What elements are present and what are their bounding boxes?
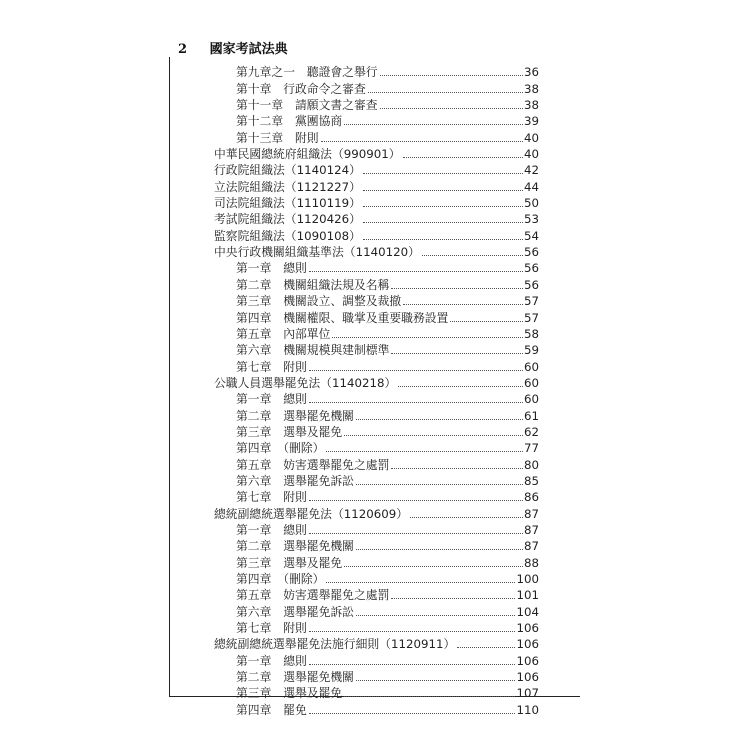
toc-entry-page: 58 xyxy=(523,326,539,341)
page-header xyxy=(178,38,288,57)
toc-chapter-entry xyxy=(214,293,539,309)
toc-entry-title: 總統副總統選舉罷免法施行細則（1120911） xyxy=(214,637,456,652)
toc-law-entry xyxy=(214,244,539,260)
toc-entry-page: 85 xyxy=(523,473,539,488)
toc-entry-title: 第七章 附則 xyxy=(236,621,307,636)
toc-dot-leader xyxy=(457,647,515,648)
toc-chapter-entry xyxy=(214,620,539,636)
toc-entry-title: 第七章 附則 xyxy=(236,490,307,505)
toc-entry-title: 第一章 總則 xyxy=(236,392,307,407)
toc-entry-page: 40 xyxy=(523,147,539,162)
toc-entry-title: 第十二章 黨團協商 xyxy=(236,114,343,129)
toc-entry-page: 60 xyxy=(523,375,539,390)
toc-entry-page: 104 xyxy=(516,604,539,619)
toc-chapter-entry xyxy=(214,358,539,374)
toc-dot-leader xyxy=(309,370,523,371)
toc-entry-page: 56 xyxy=(523,245,539,260)
toc-chapter-entry xyxy=(214,473,539,489)
toc-dot-leader xyxy=(363,239,523,240)
toc-entry-title: 第一章 總則 xyxy=(236,653,307,668)
book-title: 國家考試法典 xyxy=(209,42,288,57)
toc-law-entry xyxy=(214,195,539,211)
toc-chapter-entry xyxy=(214,326,539,342)
toc-chapter-entry xyxy=(214,587,539,603)
toc-chapter-entry xyxy=(214,554,539,570)
toc-entry-page: 88 xyxy=(523,555,539,570)
toc-entry-title: 第一章 總則 xyxy=(236,261,307,276)
toc-entry-page: 107 xyxy=(516,686,539,701)
toc-dot-leader xyxy=(363,206,523,207)
toc-entry-page: 106 xyxy=(516,637,539,652)
toc-chapter-entry xyxy=(214,276,539,292)
toc-entry-title: 公職人員選舉罷免法（1140218） xyxy=(214,375,397,390)
toc-entry-page: 60 xyxy=(523,392,539,407)
toc-law-entry xyxy=(214,636,539,652)
toc-chapter-entry xyxy=(214,538,539,554)
toc-entry-page: 59 xyxy=(523,343,539,358)
toc-dot-leader xyxy=(398,386,523,387)
toc-entry-title: 第二章 選舉罷免機關 xyxy=(236,408,354,423)
toc-law-entry xyxy=(214,146,539,162)
toc-entry-title: 第二章 選舉罷免機關 xyxy=(236,539,354,554)
toc-entry-title: 第六章 機關規模與建制標準 xyxy=(236,343,390,358)
toc-dot-leader xyxy=(391,598,515,599)
toc-entry-page: 39 xyxy=(523,114,539,129)
toc-entry-page: 61 xyxy=(523,408,539,423)
toc-entry-page: 40 xyxy=(523,130,539,145)
toc-dot-leader xyxy=(450,321,523,322)
toc-chapter-entry xyxy=(214,424,539,440)
toc-entry-title: 第七章 附則 xyxy=(236,359,307,374)
toc-dot-leader xyxy=(309,664,516,665)
toc-entry-title: 第九章之一 聽證會之舉行 xyxy=(236,65,378,80)
toc-law-entry xyxy=(214,162,539,178)
toc-entry-page: 87 xyxy=(523,539,539,554)
toc-dot-leader xyxy=(332,337,523,338)
toc-entry-title: 第一章 總則 xyxy=(236,522,307,537)
toc-entry-page: 77 xyxy=(523,441,539,456)
toc-entry-page: 54 xyxy=(523,228,539,243)
toc-entry-title: 中華民國總統府組織法（990901） xyxy=(214,147,401,162)
toc-chapter-entry xyxy=(214,652,539,668)
toc-chapter-entry xyxy=(214,129,539,145)
left-border-line xyxy=(169,57,170,697)
toc-dot-leader xyxy=(363,222,523,223)
toc-entry-page: 38 xyxy=(523,98,539,113)
toc-chapter-entry xyxy=(214,342,539,358)
toc-chapter-entry xyxy=(214,685,539,701)
toc-law-entry xyxy=(214,505,539,521)
toc-dot-leader xyxy=(309,713,516,714)
toc-dot-leader xyxy=(309,533,523,534)
toc-entry-title: 行政院組織法（1140124） xyxy=(214,163,361,178)
toc-dot-leader xyxy=(368,92,523,93)
toc-dot-leader xyxy=(391,288,523,289)
toc-dot-leader xyxy=(344,566,523,567)
toc-dot-leader xyxy=(309,271,523,272)
toc-entry-page: 106 xyxy=(516,653,539,668)
toc-dot-leader xyxy=(356,484,523,485)
toc-entry-page: 106 xyxy=(516,670,539,685)
toc-entry-page: 62 xyxy=(523,424,539,439)
toc-law-entry xyxy=(214,178,539,194)
toc-dot-leader xyxy=(363,173,523,174)
toc-dot-leader xyxy=(326,582,515,583)
toc-entry-title: 司法院組織法（1110119） xyxy=(214,196,361,211)
toc-entry-title: 第四章 （刪除） xyxy=(236,441,325,456)
toc-entry-page: 60 xyxy=(523,359,539,374)
toc-dot-leader xyxy=(356,680,515,681)
toc-chapter-entry xyxy=(214,522,539,538)
toc-entry-title: 第三章 選舉及罷免 xyxy=(236,686,343,701)
toc-chapter-entry xyxy=(214,309,539,325)
toc-entry-page: 80 xyxy=(523,457,539,472)
toc-entry-title: 考試院組織法（1120426） xyxy=(214,212,361,227)
page-number: 2 xyxy=(178,42,188,57)
toc-chapter-entry xyxy=(214,113,539,129)
toc-dot-leader xyxy=(356,419,523,420)
toc-law-entry xyxy=(214,375,539,391)
toc-entry-title: 第二章 機關組織法規及名稱 xyxy=(236,277,390,292)
toc-entry-page: 87 xyxy=(523,522,539,537)
toc-entry-page: 110 xyxy=(516,702,539,717)
toc-chapter-entry xyxy=(214,603,539,619)
toc-dot-leader xyxy=(344,124,523,125)
toc-entry-title: 總統副總統選舉罷免法（1120609） xyxy=(214,506,409,521)
toc-dot-leader xyxy=(309,500,523,501)
toc-entry-title: 第六章 選舉罷免訴訟 xyxy=(236,604,354,619)
toc-entry-title: 第四章 罷免 xyxy=(236,702,307,717)
toc-dot-leader xyxy=(356,549,523,550)
toc-dot-leader xyxy=(363,190,523,191)
toc-entry-title: 立法院組織法（1121227） xyxy=(214,179,361,194)
toc-chapter-entry xyxy=(214,456,539,472)
toc-entry-title: 第十一章 請願文書之審查 xyxy=(236,98,378,113)
toc-entry-title: 第十章 行政命令之審查 xyxy=(236,81,366,96)
toc-entry-page: 38 xyxy=(523,81,539,96)
toc-dot-leader xyxy=(326,451,523,452)
toc-chapter-entry xyxy=(214,391,539,407)
toc-entry-page: 101 xyxy=(516,588,539,603)
toc-dot-leader xyxy=(391,353,523,354)
toc-chapter-entry xyxy=(214,97,539,113)
toc-entry-page: 56 xyxy=(523,261,539,276)
toc-entry-title: 第四章 （刪除） xyxy=(236,572,325,586)
toc-dot-leader xyxy=(380,108,523,109)
toc-chapter-entry xyxy=(214,64,539,80)
toc-dot-leader xyxy=(321,141,523,142)
toc-entry-title: 第五章 妨害選舉罷免之處罰 xyxy=(236,588,390,603)
toc-entry-page: 100 xyxy=(516,572,539,586)
toc-chapter-entry xyxy=(214,701,539,717)
toc-entry-page: 57 xyxy=(523,294,539,309)
toc-entry-title: 第十三章 附則 xyxy=(236,130,319,145)
toc-entry-title: 第五章 妨害選舉罷免之處罰 xyxy=(236,457,390,472)
toc-entry-page: 106 xyxy=(516,621,539,636)
toc-entry-page: 42 xyxy=(523,163,539,178)
toc-entry-page: 36 xyxy=(523,65,539,80)
toc-entry-title: 第四章 機關權限、職掌及重要職務設置 xyxy=(236,310,449,325)
toc-chapter-entry xyxy=(214,80,539,96)
toc-dot-leader xyxy=(356,615,515,616)
toc-dot-leader xyxy=(403,304,523,305)
toc-law-entry xyxy=(214,211,539,227)
table-of-contents xyxy=(214,64,539,718)
toc-chapter-entry xyxy=(214,440,539,456)
toc-entry-title: 監察院組織法（1090108） xyxy=(214,228,361,243)
toc-chapter-entry xyxy=(214,669,539,685)
toc-entry-page: 50 xyxy=(523,196,539,211)
toc-chapter-entry xyxy=(214,260,539,276)
toc-dot-leader xyxy=(344,696,515,697)
toc-entry-page: 44 xyxy=(523,179,539,194)
toc-entry-title: 第六章 選舉罷免訴訟 xyxy=(236,473,354,488)
toc-entry-title: 第三章 選舉及罷免 xyxy=(236,424,343,439)
toc-dot-leader xyxy=(309,631,516,632)
toc-dot-leader xyxy=(309,402,523,403)
toc-entry-title: 第五章 內部單位 xyxy=(236,326,331,341)
toc-entry-page: 87 xyxy=(523,506,539,521)
toc-entry-title: 中央行政機關組織基準法（1140120） xyxy=(214,245,420,260)
toc-chapter-entry xyxy=(214,571,539,587)
toc-entry-title: 第三章 選舉及罷免 xyxy=(236,555,343,570)
toc-entry-page: 53 xyxy=(523,212,539,227)
toc-dot-leader xyxy=(410,517,523,518)
toc-chapter-entry xyxy=(214,489,539,505)
toc-dot-leader xyxy=(422,255,523,256)
toc-entry-page: 57 xyxy=(523,310,539,325)
toc-law-entry xyxy=(214,227,539,243)
toc-entry-title: 第三章 機關設立、調整及裁撤 xyxy=(236,294,402,309)
toc-entry-page: 56 xyxy=(523,277,539,292)
toc-dot-leader xyxy=(391,468,523,469)
toc-chapter-entry xyxy=(214,407,539,423)
toc-entry-page: 86 xyxy=(523,490,539,505)
toc-dot-leader xyxy=(403,157,523,158)
toc-entry-title: 第二章 選舉罷免機關 xyxy=(236,670,354,685)
toc-dot-leader xyxy=(344,435,523,436)
toc-dot-leader xyxy=(380,75,523,76)
